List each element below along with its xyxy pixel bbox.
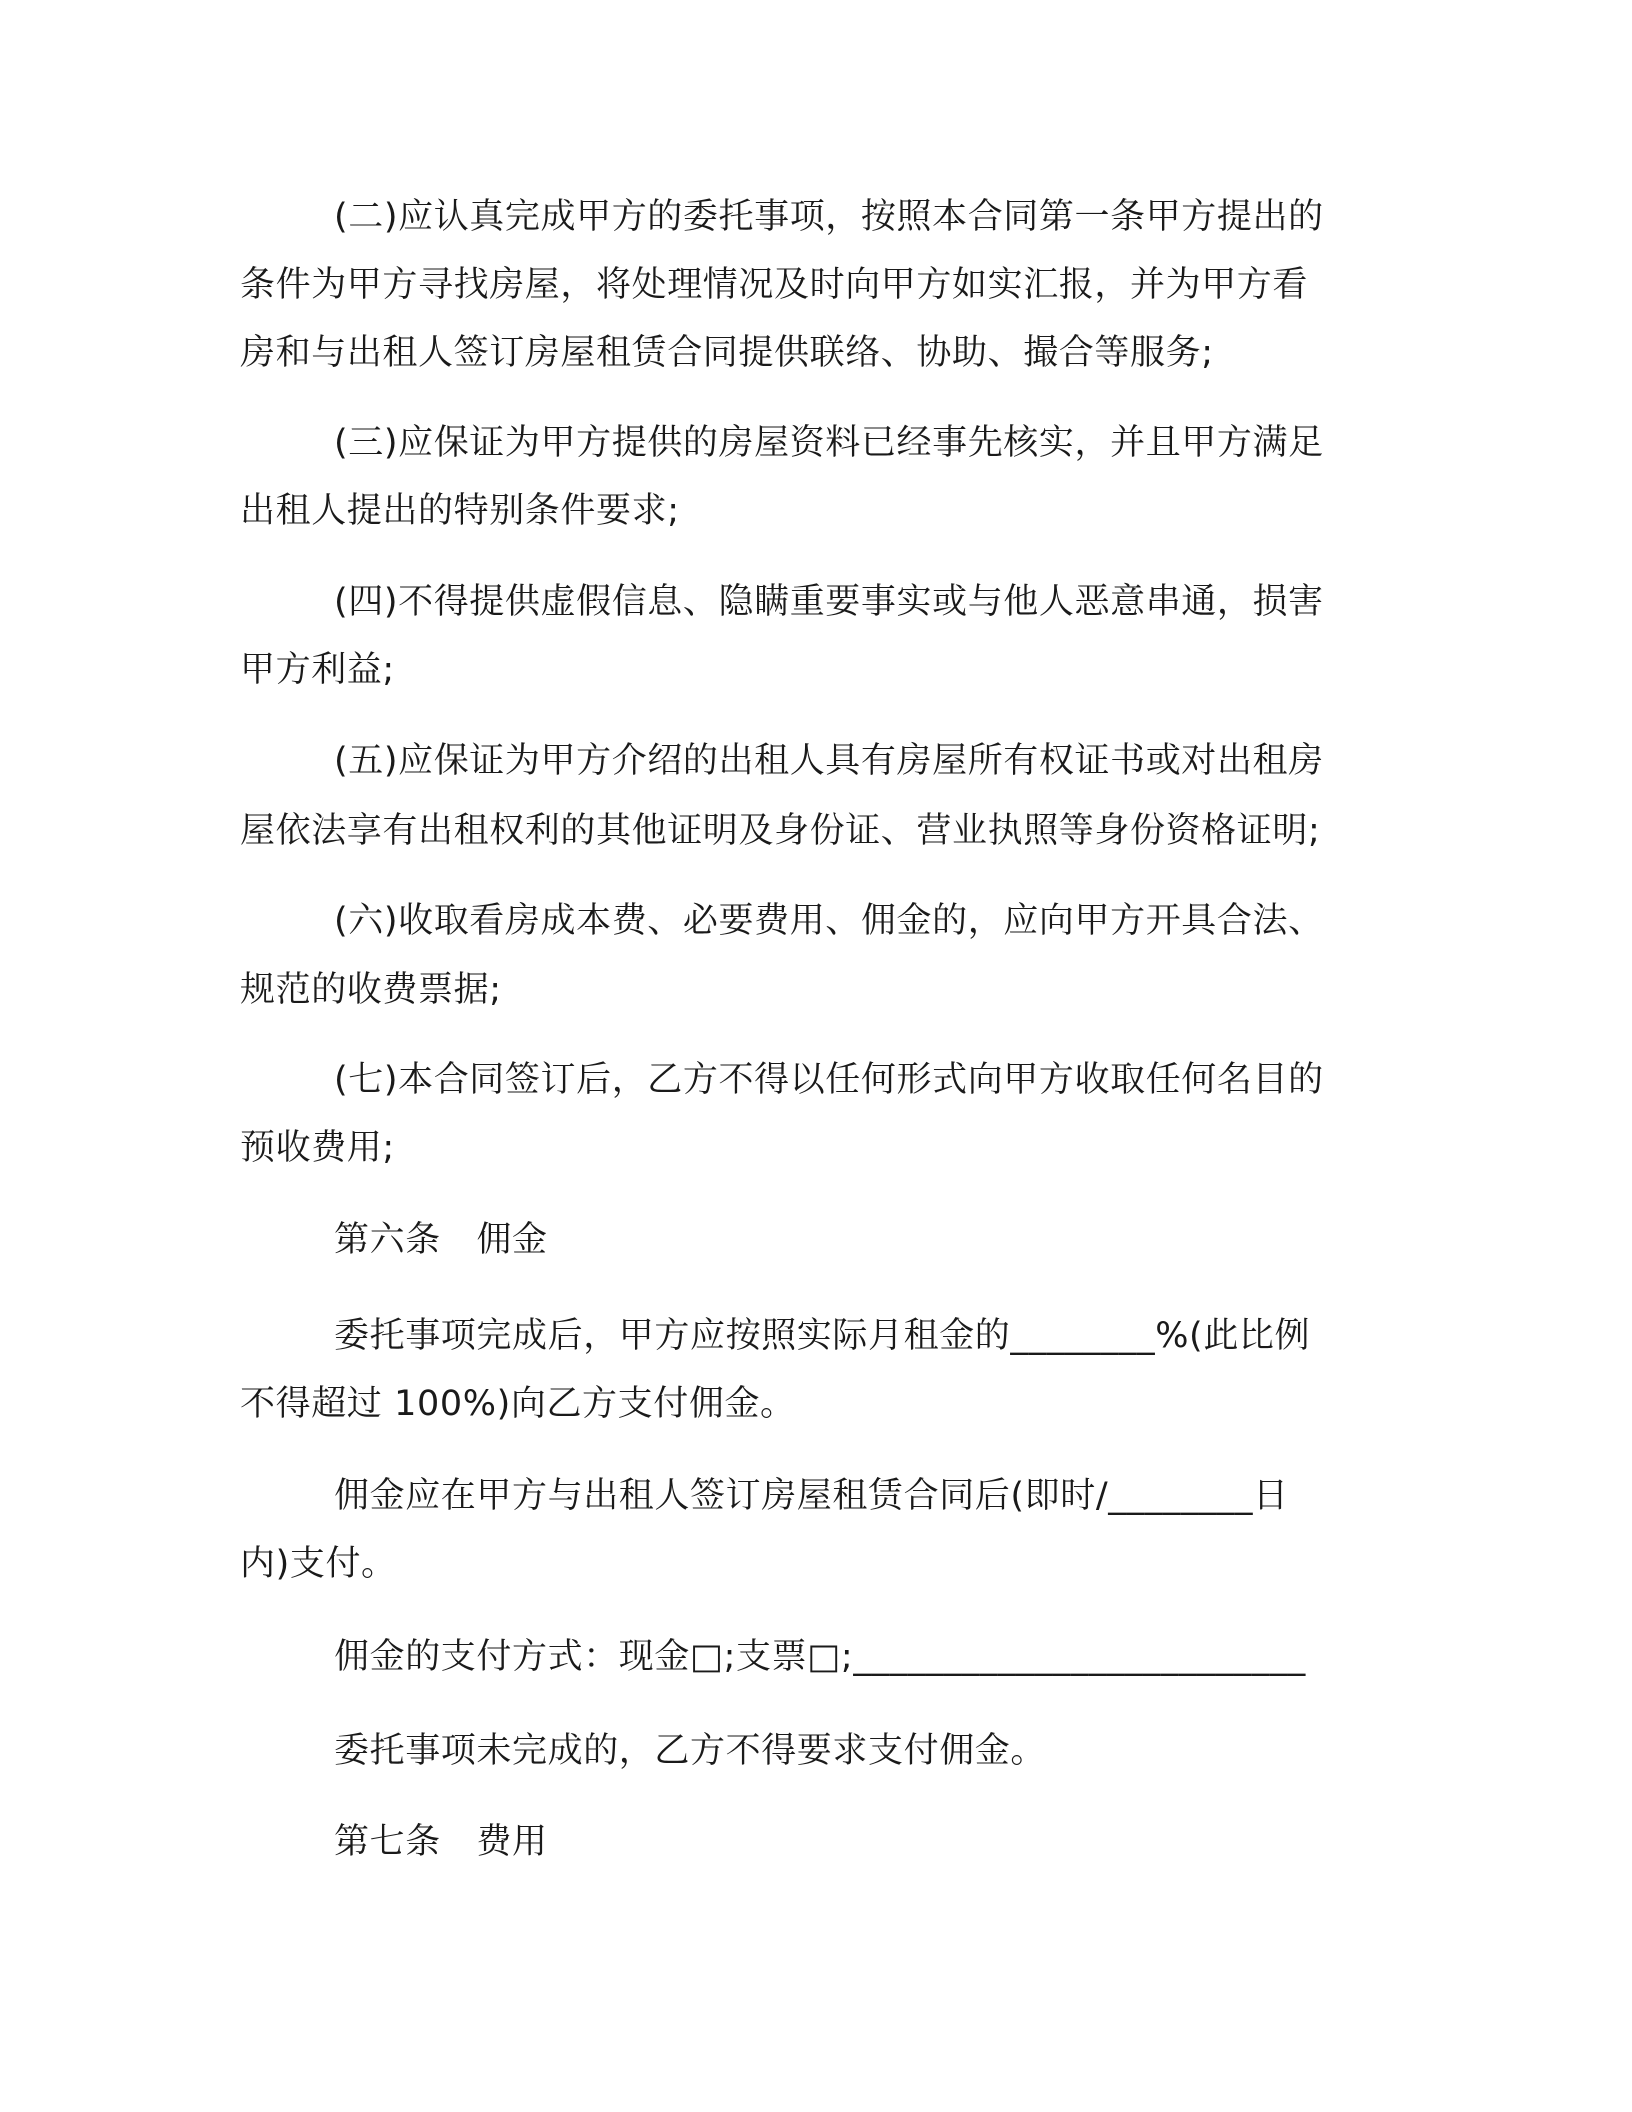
clause-3-line-1: (三)应保证为甲方提供的房屋资料已经事先核实，并且甲方满足 [334, 423, 1324, 463]
commission-rate-line-2: 不得超过 100%)向乙方支付佣金。 [240, 1384, 796, 1424]
clause-5-line-1: (五)应保证为甲方介绍的出租人具有房屋所有权证书或对出租房 [334, 741, 1324, 781]
clause-2-line-3: 房和与出租人签订房屋租赁合同提供联络、协助、撮合等服务; [240, 333, 1214, 373]
payment-method-line: 佣金的支付方式：现金□;支票□;_________________________ [334, 1637, 1306, 1677]
clause-3-line-2: 出租人提出的特别条件要求; [240, 491, 680, 531]
article-6-heading: 第六条 佣金 [334, 1220, 548, 1260]
clause-6-line-2: 规范的收费票据; [240, 970, 502, 1010]
commission-rate-line-1: 委托事项完成后，甲方应按照实际月租金的________%(此比例 [334, 1316, 1311, 1356]
clause-2-line-2: 条件为甲方寻找房屋，将处理情况及时向甲方如实汇报，并为甲方看 [240, 265, 1309, 305]
clause-5-line-2: 屋依法享有出租权利的其他证明及身份证、营业执照等身份资格证明; [240, 811, 1321, 851]
clause-6-line-1: (六)收取看房成本费、必要费用、佣金的，应向甲方开具合法、 [334, 901, 1324, 941]
commission-timing-line-1: 佣金应在甲方与出租人签订房屋租赁合同后(即时/________日 [334, 1476, 1289, 1516]
clause-7-line-2: 预收费用; [240, 1128, 395, 1168]
clause-4-line-1: (四)不得提供虚假信息、隐瞒重要事实或与他人恶意串通，损害 [334, 582, 1324, 622]
clause-4-line-2: 甲方利益; [240, 650, 395, 690]
clause-7-line-1: (七)本合同签订后，乙方不得以任何形式向甲方收取任何名目的 [334, 1060, 1324, 1100]
no-commission-line: 委托事项未完成的，乙方不得要求支付佣金。 [334, 1731, 1047, 1771]
article-7-heading: 第七条 费用 [334, 1822, 548, 1862]
commission-timing-line-2: 内)支付。 [240, 1544, 397, 1584]
clause-2-line-1: (二)应认真完成甲方的委托事项，按照本合同第一条甲方提出的 [334, 197, 1324, 237]
